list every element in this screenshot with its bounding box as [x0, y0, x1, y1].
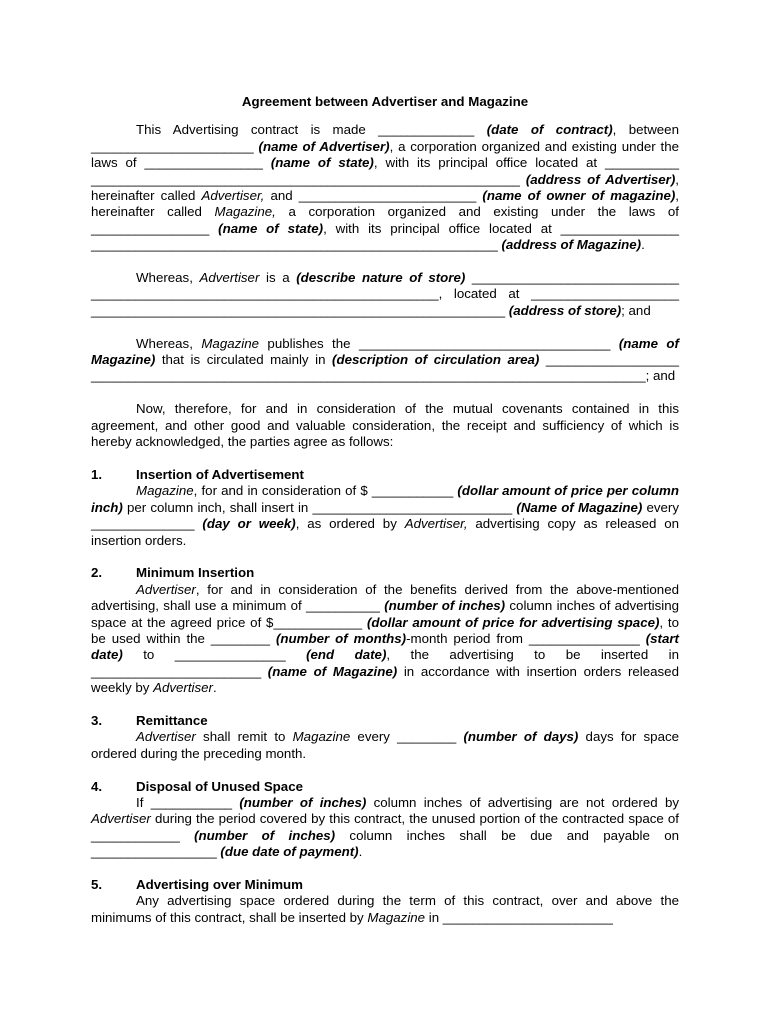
document-title: Agreement between Advertiser and Magazine	[241, 94, 529, 109]
whereas-advertiser-paragraph: Whereas, Advertiser is a (describe nature of store) ____________________________ _______________________________________________, located at ____________________ ________________________________________________________ (address of store); and	[91, 270, 679, 318]
section-1-heading: 1. Insertion of Advertisement	[91, 466, 304, 482]
consideration-paragraph: Now, therefore, for and in consideration of the mutual covenants contained in this agreement, and other good and valuable consideration, the receipt and sufficiency of which is hereby acknowledged, the parties agree as follows:	[91, 401, 679, 450]
preamble-paragraph: This Advertising contract is made _____________ (date of contract), between ______________________ (name of Advertiser), a corporation organized and existing under the laws of ________________ (name of state), with its principal office located at __________ __________________________________________________________ (address of Advertiser), hereinafter called Advertiser, and ________________________ (name of owner of magazine), hereinafter called Magazine, a corporation organized and existing under the laws of ________________ (name of state), with its principal office located at ________________ _______________________________________________________ (address of Magazine).	[91, 122, 680, 253]
section-4-heading: 4. Disposal of Unused Space	[91, 778, 303, 794]
whereas-magazine-paragraph: Whereas, Magazine publishes the __________________________________ (name of Magazine) that is circulated mainly in (description of circulation area) __________________ ___________________________________________________________________________; and	[91, 335, 679, 384]
section-1-body: Magazine, for and in consideration of $ ___________ (dollar amount of price per column inch) per column inch, shall insert in ___________________________ (Name of Magazine) every ______________ (day or week), as ordered by Advertiser, advertising copy as released on insertion orders.	[91, 483, 680, 548]
section-2-heading: 2. Minimum Insertion	[91, 565, 255, 581]
section-2-body: Advertiser, for and in consideration of the benefits derived from the above-mentioned advertising, shall use a minimum of __________ (number of inches) column inches of advertising space at the agreed price of $____________ (dollar amount of price for advertising space), to be used within the ________ (number of months)-month period from _______________ (start date) to _______________ (end date), the advertising to be inserted in _______________________ (name of Magazine) in accordance with insertion orders released weekly by Advertiser.	[91, 581, 680, 696]
section-3-heading: 3. Remittance	[91, 712, 208, 728]
section-3-body: Advertiser shall remit to Magazine every ________ (number of days) days for space ordered during the preceding month.	[91, 729, 680, 761]
section-5-body: Any advertising space ordered during the term of this contract, over and above the minimums of this contract, shall be inserted by Magazine in _______________________	[91, 893, 679, 925]
section-5-heading: 5. Advertising over Minimum	[91, 876, 303, 892]
section-4-body: If ___________ (number of inches) column inches of advertising are not ordered by Advertiser during the period covered by this contract, the unused portion of the contracted space of ____________ (number of inches) column inches shall be due and payable on _________________ (due date of payment).	[91, 794, 680, 860]
